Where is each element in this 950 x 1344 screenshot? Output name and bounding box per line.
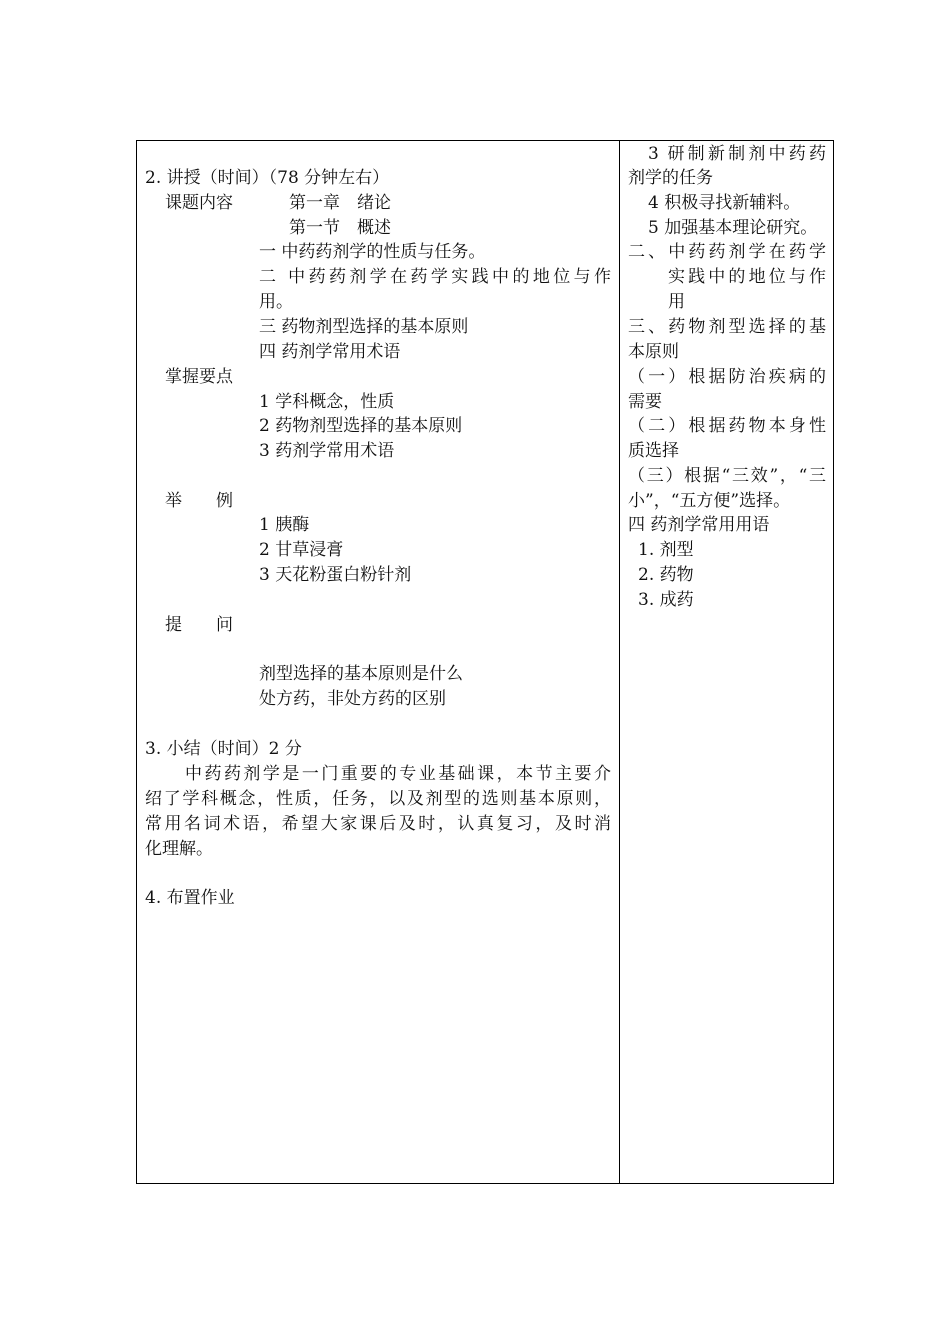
notes-line: 小”，“五方便”选择。 <box>628 491 791 511</box>
left-column <box>137 141 619 1183</box>
summary-line: 化理解。 <box>145 839 213 859</box>
key-point-item: 1 学科概念，性质 <box>259 392 395 412</box>
notes-line: 需要 <box>628 392 662 412</box>
notes-line: 5 加强基本理论研究。 <box>648 218 818 238</box>
notes-line: 1. 剂型 <box>638 540 694 560</box>
notes-line: 四 药剂学常用用语 <box>628 515 770 535</box>
summary-line: 中药药剂学是一门重要的专业基础课，本节主要介 <box>185 764 611 784</box>
questions-label: 提 问 <box>165 615 233 635</box>
notes-line: 实践中的地位与作 <box>668 267 826 287</box>
notes-line: （三）根据“三效”，“三 <box>628 466 826 486</box>
summary-line: 常用名词术语，希望大家课后及时，认真复习，及时消 <box>145 814 611 834</box>
summary-line: 绍了学科概念，性质，任务，以及剂型的选则基本原则， <box>145 789 611 809</box>
notes-line: 剂学的任务 <box>628 168 713 188</box>
right-column <box>620 141 834 1183</box>
notes-line: 4 积极寻找新辅料。 <box>648 193 801 213</box>
notes-line: 质选择 <box>628 441 679 461</box>
lesson-plan-table <box>136 140 834 1184</box>
examples-label: 举 例 <box>165 491 233 511</box>
example-item: 2 甘草浸膏 <box>259 540 344 560</box>
topic-item: 二 中药药剂学在药学实践中的地位与作 <box>259 267 611 287</box>
key-point-item: 3 药剂学常用术语 <box>259 441 395 461</box>
topic-label: 课题内容 <box>165 193 233 213</box>
section4-heading: 4. 布置作业 <box>145 888 235 908</box>
notes-line: 2. 药物 <box>638 565 694 585</box>
notes-line: （一）根据防治疾病的 <box>628 367 826 387</box>
topic-item: 三 药物剂型选择的基本原则 <box>259 317 469 337</box>
notes-line: 用 <box>668 292 685 312</box>
notes-line: 3 研制新制剂中药药 <box>648 144 826 164</box>
notes-line: 本原则 <box>628 342 679 362</box>
question-item: 处方药，非处方药的区别 <box>259 689 446 709</box>
key-points-label: 掌握要点 <box>165 367 233 387</box>
section2-heading: 2. 讲授（时间）（78 分钟左右） <box>145 168 390 188</box>
section-title: 第一节 概述 <box>289 218 391 238</box>
notes-line: 3. 成药 <box>638 590 694 610</box>
notes-line: 三、药物剂型选择的基 <box>628 317 826 337</box>
key-point-item: 2 药物剂型选择的基本原则 <box>259 416 463 436</box>
topic-item: 用。 <box>259 292 293 312</box>
example-item: 1 胰酶 <box>259 515 310 535</box>
chapter-title: 第一章 绪论 <box>289 193 391 213</box>
topic-item: 四 药剂学常用术语 <box>259 342 401 362</box>
notes-line: （二）根据药物本身性 <box>628 416 826 436</box>
notes-line: 二、中药药剂学在药学 <box>628 242 826 262</box>
example-item: 3 天花粉蛋白粉针剂 <box>259 565 412 585</box>
question-item: 剂型选择的基本原则是什么 <box>259 664 463 684</box>
topic-item: 一 中药药剂学的性质与任务。 <box>259 242 486 262</box>
section3-heading: 3. 小结（时间）2 分 <box>145 739 302 759</box>
